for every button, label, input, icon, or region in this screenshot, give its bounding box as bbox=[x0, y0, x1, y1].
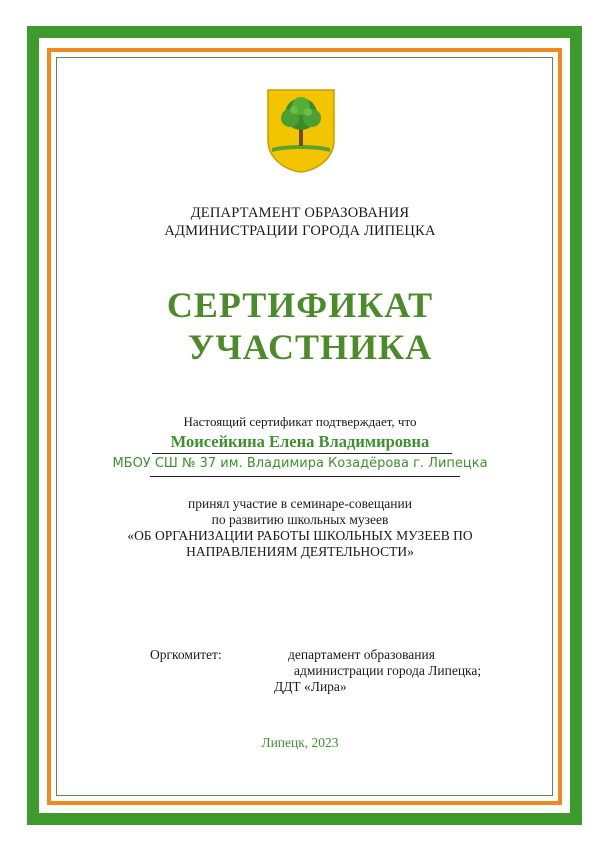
organizers-label: Оргкомитет: bbox=[150, 647, 222, 662]
department-header bbox=[0, 204, 600, 240]
certificate-title-line-2: УЧАСТНИКА bbox=[187, 327, 433, 367]
recipient-name: Моисейкина Елена Владимировна bbox=[170, 432, 430, 451]
place-year: Липецк, 2023 bbox=[261, 735, 339, 750]
organizer-line-3: ДДТ «Лира» bbox=[274, 679, 347, 694]
event-line-1: принял участие в семинаре-совещании bbox=[188, 496, 412, 511]
event-line-2: по развитию школьных музеев bbox=[211, 512, 389, 527]
name-underline bbox=[152, 453, 452, 454]
department-line-2: АДМИНИСТРАЦИИ ГОРОДА ЛИПЕЦКА bbox=[164, 223, 436, 239]
event-line-4: НАПРАВЛЕНИЯМ ДЕЯТЕЛЬНОСТИ» bbox=[186, 544, 414, 559]
certificate-title bbox=[0, 284, 600, 368]
confirm-text: Настоящий сертификат подтверждает, что bbox=[183, 414, 417, 429]
organizer-line-2: администрации города Липецка; bbox=[294, 663, 482, 678]
recipient-school: МБОУ СШ № 37 им. Владимира Козадёрова г. Липецка bbox=[112, 456, 488, 471]
organizers-list bbox=[274, 647, 482, 695]
organizer-line-1: департамент образования bbox=[288, 647, 435, 662]
department-line-1: ДЕПАРТАМЕНТ ОБРАЗОВАНИЯ bbox=[190, 205, 410, 221]
certificate-title-line-1: СЕРТИФИКАТ bbox=[166, 285, 434, 325]
event-line-3: «ОБ ОРГАНИЗАЦИИ РАБОТЫ ШКОЛЬНЫХ МУЗЕЕВ ПО bbox=[127, 528, 473, 543]
lipetsk-coat-of-arms-icon bbox=[266, 88, 336, 174]
event-description bbox=[0, 496, 600, 560]
school-underline bbox=[150, 476, 460, 477]
